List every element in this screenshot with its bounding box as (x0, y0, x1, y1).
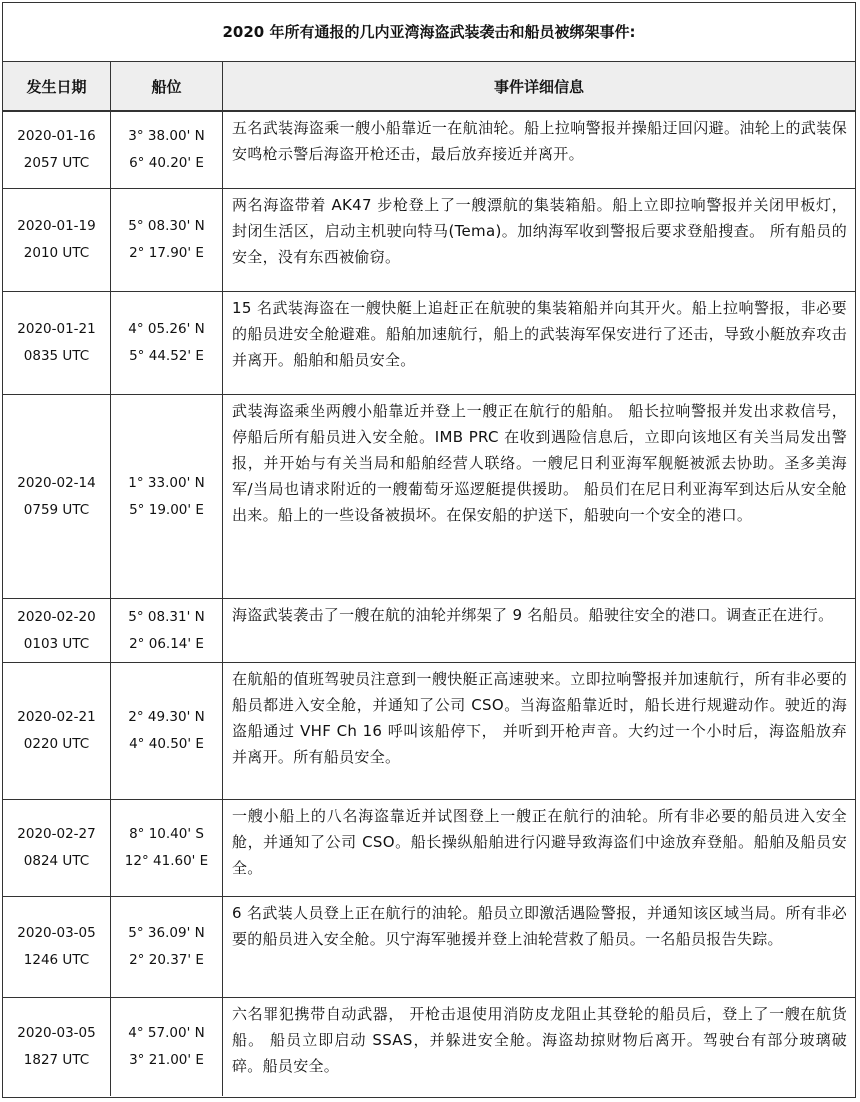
longitude: 3° 21.00' E (129, 1052, 204, 1068)
date-cell (3, 897, 111, 997)
date-cell (3, 112, 111, 188)
position-cell (111, 800, 223, 896)
date: 2020-03-05 (17, 925, 96, 941)
date-cell (3, 800, 111, 896)
table-row (3, 292, 855, 395)
table-row (3, 800, 855, 897)
details-cell: 15 名武装海盗在一艘快艇上追赶正在航驶的集装箱船并向其开火。船上拉响警报，非必要的船员进安全舱避难。船舶加速航行，船上的武装海军保安进行了还击，导致小艇放弃攻击并离开。船舶和船员安全。 (232, 299, 847, 369)
latitude: 4° 57.00' N (128, 1025, 205, 1041)
details-cell: 一艘小船上的八名海盗靠近并试图登上一艘正在航行的油轮。所有非必要的船员进入安全舱，并通知了公司 CSO。船长操纵船舶进行闪避导致海盗们中途放弃登船。船舶及船员安全。 (232, 807, 847, 877)
time: 0220 UTC (23, 736, 90, 752)
details-cell: 两名海盗带着 AK47 步枪登上了一艘漂航的集装箱船。船上立即拉响警报并关闭甲板灯，封闭生活区，启动主机驶向特马(Tema)。加纳海军收到警报后要求登船搜查。 所有船员的安全，没有东西被偷窃。 (232, 196, 847, 266)
longitude: 2° 20.37' E (129, 952, 204, 968)
header-details: 事件详细信息 (493, 77, 584, 96)
position-cell (111, 112, 223, 188)
latitude: 5° 36.09' N (128, 925, 205, 941)
table-row (3, 395, 855, 599)
details-cell: 海盗武装袭击了一艘在航的油轮并绑架了 9 名船员。船驶往安全的港口。调查正在进行。 (232, 606, 834, 624)
position-cell (111, 395, 223, 598)
header-position: 船位 (111, 62, 223, 110)
details-cell: 五名武装海盗乘一艘小船靠近一在航油轮。船上拉响警报并操船迂回闪避。油轮上的武装保安鸣枪示警后海盗开枪还击，最后放弃接近并离开。 (232, 119, 847, 163)
time: 1246 UTC (23, 952, 90, 968)
latitude: 1° 33.00' N (128, 474, 205, 491)
longitude: 5° 44.52' E (129, 348, 204, 364)
date: 2020-02-21 (17, 709, 96, 725)
date-cell (3, 998, 111, 1096)
date: 2020-02-20 (17, 608, 96, 625)
table-row (3, 897, 855, 998)
longitude: 4° 40.50' E (129, 736, 204, 752)
time: 0103 UTC (23, 635, 90, 652)
table-row (3, 189, 855, 292)
time: 2057 UTC (23, 155, 90, 171)
date: 2020-01-16 (17, 128, 96, 144)
position-cell (111, 292, 223, 394)
date: 2020-03-05 (17, 1025, 96, 1041)
header-date: 发生日期 (3, 62, 111, 110)
date: 2020-02-27 (17, 826, 96, 842)
latitude: 8° 10.40' S (129, 826, 204, 842)
time: 0835 UTC (23, 348, 90, 364)
date-cell (3, 395, 111, 598)
position-cell (111, 189, 223, 291)
longitude: 12° 41.60' E (124, 853, 209, 869)
date-cell (3, 189, 111, 291)
position-cell (111, 663, 223, 799)
incident-table (2, 2, 856, 1098)
details-cell: 六名罪犯携带自动武器， 开枪击退使用消防皮龙阻止其登轮的船员后，登上了一艘在航货船。 船员立即启动 SSAS，并躲进安全舱。海盗劫掠财物后离开。驾驶台有部分玻璃破碎。船员安全。 (232, 1005, 847, 1075)
header-row (3, 62, 855, 112)
table-row (3, 599, 855, 663)
time: 0759 UTC (23, 501, 90, 518)
time: 2010 UTC (23, 245, 90, 261)
longitude: 2° 06.14' E (129, 635, 204, 652)
latitude: 5° 08.30' N (128, 218, 205, 234)
date: 2020-02-14 (17, 474, 96, 491)
position-cell (111, 998, 223, 1096)
date-cell (3, 663, 111, 799)
details-cell: 武装海盗乘坐两艘小船靠近并登上一艘正在航行的船舶。 船长拉响警报并发出求救信号，停船后所有船员进入安全舱。IMB PRC 在收到遇险信息后，立即向该地区有关当局发出警报，并开始与有关当局和船舶经营人联络。一艘尼日利亚海军舰艇被派去协助。圣多美海军/当局也请求附近的一艘葡萄牙巡逻艇提供援助。 船员们在尼日利亚海军到达后从安全舱出来。船上的一些设备被损坏。在保安船的护送下，船驶向一个安全的港口。 (232, 402, 847, 524)
date: 2020-01-21 (17, 321, 96, 337)
time: 0824 UTC (23, 853, 90, 869)
latitude: 4° 05.26' N (128, 321, 205, 337)
date-cell (3, 292, 111, 394)
table-title: 2020 年所有通报的几内亚湾海盗武装袭击和船员被绑架事件: (3, 3, 855, 62)
latitude: 2° 49.30' N (128, 709, 205, 725)
table-row (3, 663, 855, 800)
date-cell (3, 599, 111, 662)
latitude: 3° 38.00' N (128, 128, 205, 144)
longitude: 6° 40.20' E (129, 155, 204, 171)
time: 1827 UTC (23, 1052, 90, 1068)
latitude: 5° 08.31' N (128, 608, 205, 625)
date: 2020-01-19 (17, 218, 96, 234)
details-cell: 6 名武装人员登上正在航行的油轮。船员立即激活遇险警报，并通知该区域当局。所有非必要的船员进入安全舱。贝宁海军驰援并登上油轮营救了船员。一名船员报告失踪。 (232, 904, 847, 948)
table-row (3, 998, 855, 1096)
longitude: 2° 17.90' E (129, 245, 204, 261)
details-cell: 在航船的值班驾驶员注意到一艘快艇正高速驶来。立即拉响警报并加速航行，所有非必要的船员都进入安全舱，并通知了公司 CSO。当海盗船靠近时，船长进行规避动作。驶近的海盗船通过 VHF Ch 16 呼叫该船停下， 并听到开枪声音。大约过一个小时后，海盗船放弃并离开。所有船员安全。 (232, 670, 847, 766)
table-body (3, 112, 855, 1096)
table-row (3, 112, 855, 189)
position-cell (111, 897, 223, 997)
position-cell (111, 599, 223, 662)
longitude: 5° 19.00' E (129, 501, 204, 518)
